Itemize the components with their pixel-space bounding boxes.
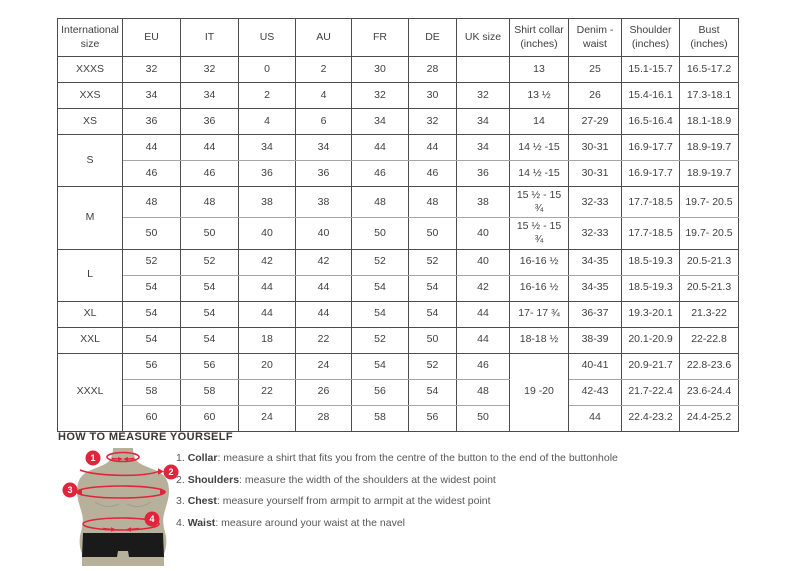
- shirt-collar-merged-cell: 19 -20: [510, 353, 569, 431]
- table-cell: 18.9-19.7: [680, 161, 739, 187]
- table-cell: 54: [123, 275, 181, 301]
- table-cell: 54: [352, 353, 409, 379]
- table-cell: 42-43: [569, 379, 622, 405]
- table-cell: 20.9-21.7: [622, 353, 680, 379]
- table-cell: 54: [123, 327, 181, 353]
- table-row: [58, 249, 739, 275]
- table-cell: 22: [239, 379, 296, 405]
- table-cell: 27-29: [569, 109, 622, 135]
- table-cell: 36: [457, 161, 510, 187]
- step-label: Shoulders: [188, 474, 239, 486]
- table-cell: 44: [239, 301, 296, 327]
- mannequin-figure: [57, 446, 189, 571]
- table-cell: 24.4-25.2: [680, 405, 739, 431]
- table-cell: 19.7- 20.5: [680, 218, 739, 249]
- table-cell: 36: [239, 161, 296, 187]
- table-cell: 56: [123, 353, 181, 379]
- table-cell: 54: [181, 301, 239, 327]
- step-description: : measure the width of the shoulders at the widest point: [239, 474, 496, 486]
- table-row: [58, 57, 739, 83]
- table-cell: 46: [181, 161, 239, 187]
- table-cell: 34: [457, 135, 510, 161]
- table-cell: 54: [352, 301, 409, 327]
- table-cell: 30: [352, 57, 409, 83]
- international-size-cell: L: [58, 249, 123, 301]
- table-cell: 36: [123, 109, 181, 135]
- table-cell: 18.5-19.3: [622, 249, 680, 275]
- table-cell: 50: [457, 405, 510, 431]
- mannequin-illustration: [57, 446, 189, 566]
- international-size-cell: XXXS: [58, 57, 123, 83]
- table-cell: 20: [239, 353, 296, 379]
- table-cell: 24: [296, 353, 352, 379]
- table-cell: 38-39: [569, 327, 622, 353]
- table-cell: [457, 57, 510, 83]
- table-cell: 48: [123, 187, 181, 218]
- step-number: 4.: [176, 517, 185, 529]
- table-cell: 26: [296, 379, 352, 405]
- table-cell: 50: [352, 218, 409, 249]
- col-denim-waist: Denim - waist: [569, 19, 622, 57]
- marker-3-number: 3: [67, 485, 72, 495]
- table-cell: 40: [296, 218, 352, 249]
- table-cell: 36-37: [569, 301, 622, 327]
- table-cell: 22.4-23.2: [622, 405, 680, 431]
- table-cell: 16.5-17.2: [680, 57, 739, 83]
- table-cell: 14: [510, 109, 569, 135]
- step-label: Collar: [188, 452, 218, 464]
- step-description: : measure around your waist at the navel: [215, 517, 405, 529]
- table-cell: 36: [296, 161, 352, 187]
- table-cell: 16.9-17.7: [622, 161, 680, 187]
- table-cell: 50: [409, 327, 457, 353]
- table-cell: 16.5-16.4: [622, 109, 680, 135]
- table-cell: 15.4-16.1: [622, 83, 680, 109]
- table-cell: 18.9-19.7: [680, 135, 739, 161]
- table-row: [58, 187, 739, 218]
- table-cell: 44: [352, 135, 409, 161]
- table-cell: 17.7-18.5: [622, 218, 680, 249]
- table-cell: 13 ½: [510, 83, 569, 109]
- table-cell: 34: [181, 83, 239, 109]
- marker-4-number: 4: [149, 514, 154, 524]
- table-cell: 42: [457, 275, 510, 301]
- table-cell: 18: [239, 327, 296, 353]
- table-cell: 34-35: [569, 275, 622, 301]
- table-cell: 18.5-19.3: [622, 275, 680, 301]
- table-cell: 34: [239, 135, 296, 161]
- measure-step-chest: [176, 491, 618, 513]
- table-cell: 23.6-24.4: [680, 379, 739, 405]
- table-cell: 34: [457, 109, 510, 135]
- size-table: [57, 18, 739, 432]
- table-cell: 46: [457, 353, 510, 379]
- col-de: DE: [409, 19, 457, 57]
- table-cell: 44: [457, 301, 510, 327]
- step-label: Waist: [188, 517, 216, 529]
- international-size-cell: XS: [58, 109, 123, 135]
- table-cell: 54: [409, 301, 457, 327]
- table-cell: 32: [181, 57, 239, 83]
- table-cell: 46: [352, 161, 409, 187]
- table-cell: 50: [123, 218, 181, 249]
- table-cell: 58: [123, 379, 181, 405]
- measure-steps-list: [176, 448, 618, 534]
- table-cell: 44: [569, 405, 622, 431]
- table-cell: 54: [352, 275, 409, 301]
- table-cell: 32: [457, 83, 510, 109]
- table-cell: 24: [239, 405, 296, 431]
- international-size-cell: XL: [58, 301, 123, 327]
- table-cell: 32-33: [569, 218, 622, 249]
- table-cell: 42: [296, 249, 352, 275]
- table-cell: 21.7-22.4: [622, 379, 680, 405]
- table-row: [58, 353, 739, 379]
- table-cell: 44: [457, 327, 510, 353]
- table-cell: 52: [352, 327, 409, 353]
- table-cell: 21.3-22: [680, 301, 739, 327]
- step-number: 3.: [176, 495, 185, 507]
- table-cell: 38: [296, 187, 352, 218]
- table-cell: 38: [457, 187, 510, 218]
- table-cell: 15 ½ - 15 ¾: [510, 187, 569, 218]
- table-cell: 40: [239, 218, 296, 249]
- table-cell: 16-16 ½: [510, 249, 569, 275]
- table-cell: 15.1-15.7: [622, 57, 680, 83]
- table-cell: 15 ½ - 15 ¾: [510, 218, 569, 249]
- table-row: [58, 83, 739, 109]
- size-table-header: [58, 19, 739, 57]
- table-row: [58, 218, 739, 249]
- table-cell: 19.3-20.1: [622, 301, 680, 327]
- table-cell: 50: [409, 218, 457, 249]
- table-cell: 54: [409, 275, 457, 301]
- table-cell: 40-41: [569, 353, 622, 379]
- measure-step-shoulders: [176, 470, 618, 492]
- col-eu: EU: [123, 19, 181, 57]
- table-cell: 25: [569, 57, 622, 83]
- table-cell: 18-18 ½: [510, 327, 569, 353]
- step-description: : measure a shirt that fits you from the centre of the button to the end of the buttonhole: [217, 452, 617, 464]
- table-cell: 6: [296, 109, 352, 135]
- table-cell: 4: [239, 109, 296, 135]
- table-cell: 54: [123, 301, 181, 327]
- table-cell: 48: [352, 187, 409, 218]
- table-cell: 50: [181, 218, 239, 249]
- waist-arrow-left-line: [103, 529, 111, 530]
- table-cell: 56: [352, 379, 409, 405]
- col-uk-size: UK size: [457, 19, 510, 57]
- col-shirt-collar: Shirt collar (inches): [510, 19, 569, 57]
- table-cell: 20.1-20.9: [622, 327, 680, 353]
- step-label: Chest: [188, 495, 217, 507]
- table-row: [58, 379, 739, 405]
- marker-2-number: 2: [168, 467, 173, 477]
- table-cell: 48: [181, 187, 239, 218]
- table-cell: 16-16 ½: [510, 275, 569, 301]
- table-cell: 58: [181, 379, 239, 405]
- table-cell: 2: [239, 83, 296, 109]
- table-cell: 0: [239, 57, 296, 83]
- table-cell: 30-31: [569, 161, 622, 187]
- table-cell: 34: [123, 83, 181, 109]
- table-cell: 16.9-17.7: [622, 135, 680, 161]
- table-cell: 30: [409, 83, 457, 109]
- step-description: : measure yourself from armpit to armpit at the widest point: [217, 495, 491, 507]
- table-cell: 52: [123, 249, 181, 275]
- table-cell: 52: [409, 249, 457, 275]
- measure-section-title: HOW TO MEASURE YOURSELF: [58, 431, 233, 443]
- step-number: 2.: [176, 474, 185, 486]
- table-cell: 4: [296, 83, 352, 109]
- col-us: US: [239, 19, 296, 57]
- table-row: [58, 135, 739, 161]
- col-bust: Bust (inches): [680, 19, 739, 57]
- table-cell: 14 ½ -15: [510, 135, 569, 161]
- table-cell: 54: [181, 275, 239, 301]
- international-size-cell: XXS: [58, 83, 123, 109]
- table-cell: 48: [457, 379, 510, 405]
- col-shoulder: Shoulder (inches): [622, 19, 680, 57]
- table-cell: 32: [409, 109, 457, 135]
- table-cell: 2: [296, 57, 352, 83]
- header-row: [58, 19, 739, 57]
- table-cell: 28: [296, 405, 352, 431]
- table-cell: 13: [510, 57, 569, 83]
- table-cell: 28: [409, 57, 457, 83]
- table-cell: 32-33: [569, 187, 622, 218]
- table-cell: 54: [181, 327, 239, 353]
- table-cell: 22-22.8: [680, 327, 739, 353]
- table-cell: 58: [352, 405, 409, 431]
- table-row: [58, 327, 739, 353]
- table-cell: 17- 17 ¾: [510, 301, 569, 327]
- table-cell: 60: [123, 405, 181, 431]
- size-table-section: [57, 18, 739, 432]
- international-size-cell: S: [58, 135, 123, 187]
- col-au: AU: [296, 19, 352, 57]
- table-cell: 22: [296, 327, 352, 353]
- table-cell: 17.3-18.1: [680, 83, 739, 109]
- table-cell: 18.1-18.9: [680, 109, 739, 135]
- table-cell: 34: [296, 135, 352, 161]
- table-cell: 40: [457, 249, 510, 275]
- table-cell: 19.7- 20.5: [680, 187, 739, 218]
- table-cell: 38: [239, 187, 296, 218]
- table-cell: 56: [181, 353, 239, 379]
- table-cell: 30-31: [569, 135, 622, 161]
- table-cell: 17.7-18.5: [622, 187, 680, 218]
- table-cell: 44: [123, 135, 181, 161]
- table-cell: 32: [123, 57, 181, 83]
- table-row: [58, 161, 739, 187]
- table-cell: 36: [181, 109, 239, 135]
- table-cell: 44: [296, 275, 352, 301]
- table-cell: 14 ½ -15: [510, 161, 569, 187]
- col-fr: FR: [352, 19, 409, 57]
- table-cell: 52: [352, 249, 409, 275]
- measure-step-waist: [176, 513, 618, 535]
- table-row: [58, 275, 739, 301]
- table-cell: 34: [352, 109, 409, 135]
- table-cell: 44: [296, 301, 352, 327]
- table-cell: 44: [239, 275, 296, 301]
- table-cell: 20.5-21.3: [680, 249, 739, 275]
- table-cell: 40: [457, 218, 510, 249]
- col-it: IT: [181, 19, 239, 57]
- table-cell: 26: [569, 83, 622, 109]
- international-size-cell: XXXL: [58, 353, 123, 431]
- table-row: [58, 405, 739, 431]
- marker-1-number: 1: [90, 453, 95, 463]
- table-cell: 60: [181, 405, 239, 431]
- table-cell: 46: [409, 161, 457, 187]
- table-cell: 34-35: [569, 249, 622, 275]
- table-row: [58, 301, 739, 327]
- col-international-size: International size: [58, 19, 123, 57]
- table-cell: 52: [409, 353, 457, 379]
- table-cell: 54: [409, 379, 457, 405]
- table-row: [58, 109, 739, 135]
- table-cell: 52: [181, 249, 239, 275]
- measure-step-collar: [176, 448, 618, 470]
- international-size-cell: XXL: [58, 327, 123, 353]
- size-table-body: [58, 57, 739, 432]
- table-cell: 22.8-23.6: [680, 353, 739, 379]
- table-cell: 42: [239, 249, 296, 275]
- international-size-cell: M: [58, 187, 123, 250]
- table-cell: 44: [409, 135, 457, 161]
- table-cell: 56: [409, 405, 457, 431]
- table-cell: 20.5-21.3: [680, 275, 739, 301]
- table-cell: 46: [123, 161, 181, 187]
- table-cell: 32: [352, 83, 409, 109]
- table-cell: 44: [181, 135, 239, 161]
- waist-arrow-right-line: [131, 529, 139, 530]
- step-number: 1.: [176, 452, 185, 464]
- table-cell: 48: [409, 187, 457, 218]
